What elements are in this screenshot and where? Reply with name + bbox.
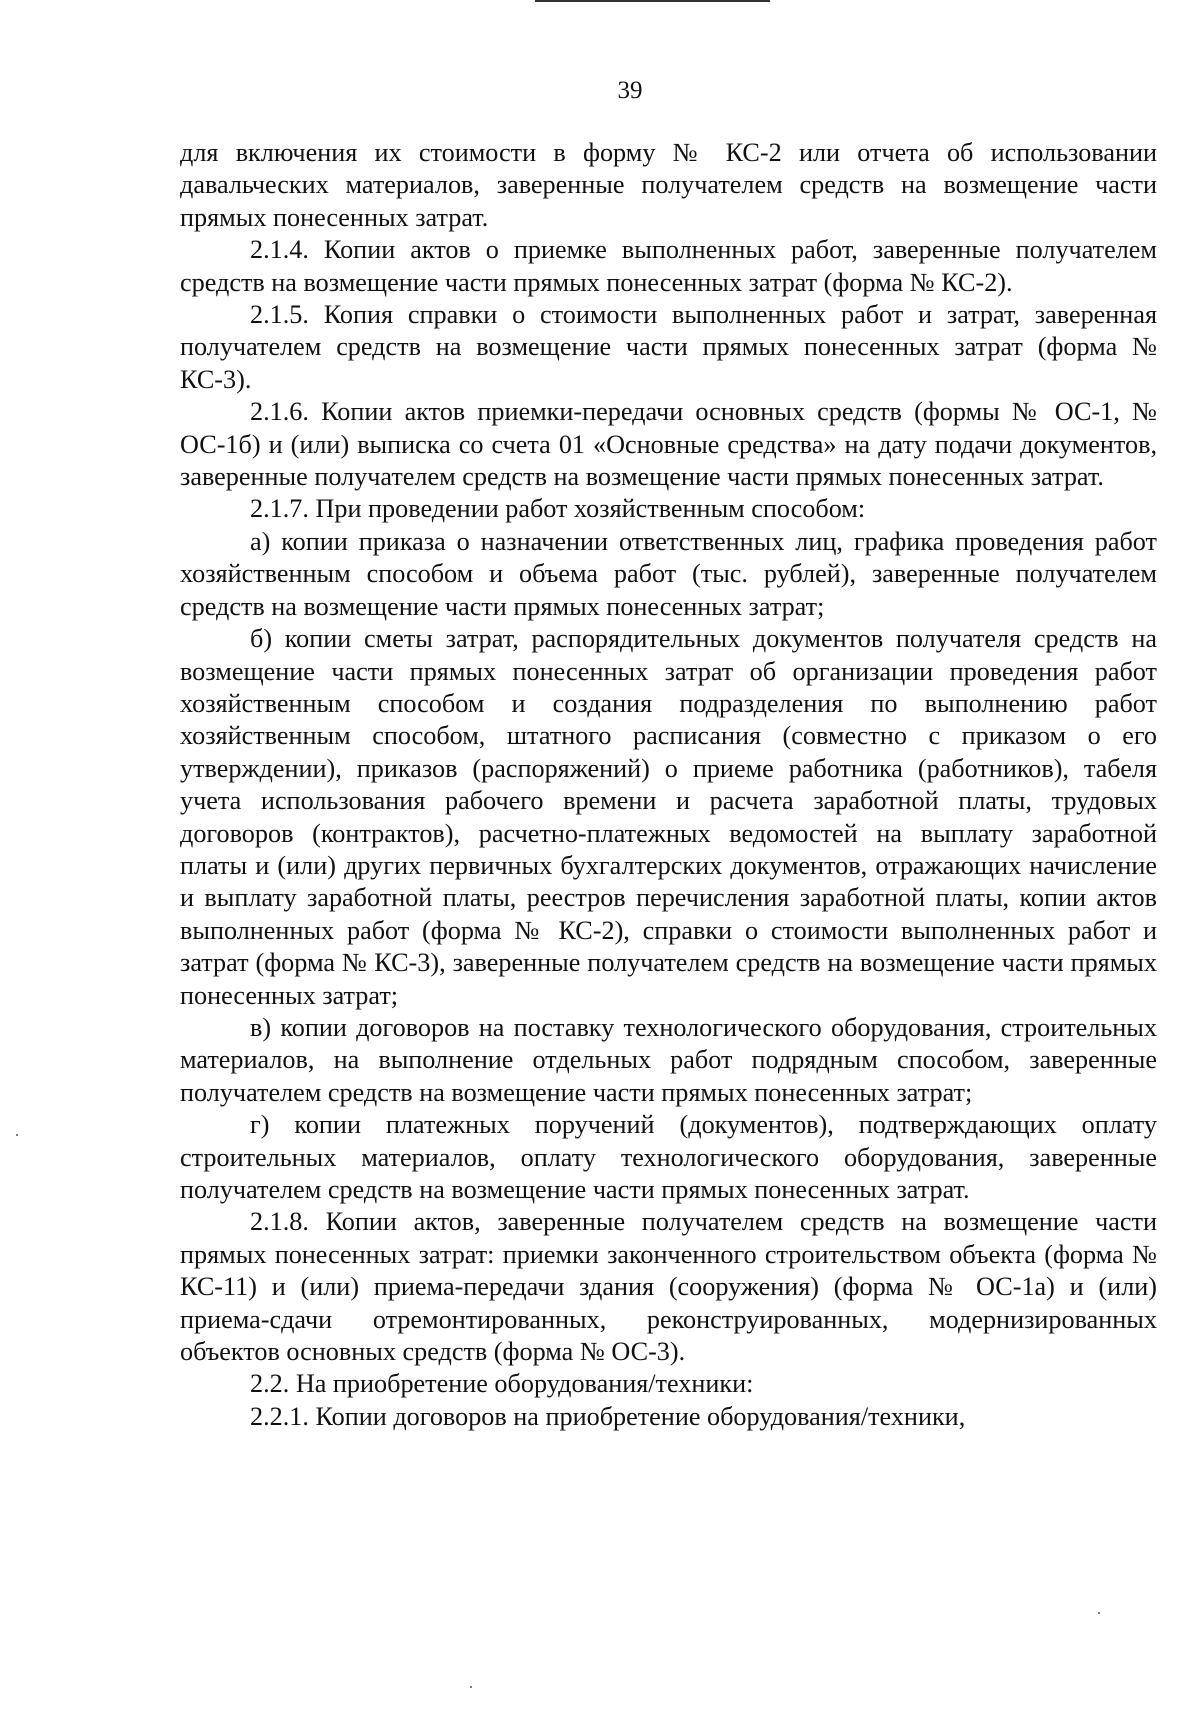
- page-number: 39: [617, 77, 643, 104]
- paragraph-2-1-7-g: г) копии платежных поручений (документов), подтверждающих оплату строительных материалов, оплату технологического оборудования, заверенные получателем средств на возмещение части прямых понесенных затрат.: [180, 1110, 1157, 1204]
- paragraph-2-1-6: 2.1.6. Копии актов приемки-передачи основных средств (формы № ОС-1, № ОС-1б) и (или) выписка со счета 01 «Основные средства» на дату подачи документов, заверенные получателем средств на возмещение части прямых понесенных затрат.: [180, 397, 1157, 492]
- paragraph-2-1-7-a: а) копии приказа о назначении ответственных лиц, графика проведения работ хозяйственным способом и объема работ (тыс. рублей), заверенные получателем средств на возмещение части прямых понесенных затрат;: [180, 526, 1157, 621]
- paragraph-2-2-1: 2.2.1. Копии договоров на приобретение оборудования/техники,: [250, 1401, 966, 1431]
- paragraph-2-1-7: 2.1.7. При проведении работ хозяйственным способом:: [250, 494, 866, 524]
- top-scan-rule: [535, 0, 770, 2]
- paragraph-2-2: 2.2. На приобретение оборудования/техники:: [250, 1369, 754, 1399]
- paragraph-2-1-4: 2.1.4. Копии актов о приемке выполненных работ, заверенные получателем средств на возмещение части прямых понесенных затрат (форма № КС-2).: [180, 235, 1157, 297]
- paragraph-2-1-5: 2.1.5. Копия справки о стоимости выполненных работ и затрат, заверенная получателем средств на возмещение части прямых понесенных затрат (форма № КС-3).: [180, 300, 1157, 394]
- scan-speck: [16, 1134, 18, 1136]
- paragraph-2-1-8: 2.1.8. Копии актов, заверенные получателем средств на возмещение части прямых понесенных затрат: приемки законченного строительством объекта (форма № КС-11) и (или) приема-передачи здания (сооружения) (форма № ОС-1а) и (или) приема-сдачи отремонтированных, реконструированных, модернизированных объектов основных средств (форма № ОС-3).: [180, 1207, 1157, 1367]
- document-body: [180, 137, 1157, 1433]
- paragraph-2-1-7-b: б) копии сметы затрат, распорядительных документов получателя средств на возмещение части прямых понесенных затрат об организации проведения работ хозяйственным способом и создания подразделения по выполнению работ хозяйственным способом, штатного расписания (совместно с приказом о его утверждении), приказов (распоряжений) о приеме работника (работников), табеля учета использования рабочего времени и расчета заработной платы, трудовых договоров (контрактов), расчетно-платежных ведомостей на выплату заработной платы и (или) других первичных бухгалтерских документов, отражающих начисление и выплату заработной платы, реестров перечисления заработной платы, копии актов выполненных работ (форма № КС-2), справки о стоимости выполненных работ и затрат (форма № КС-3), заверенные получателем средств на возмещение части прямых понесенных затрат;: [180, 624, 1157, 1010]
- paragraph-continuation: для включения их стоимости в форму № КС-2 или отчета об использовании давальческих материалов, заверенные получателем средств на возмещение части прямых понесенных затрат.: [180, 138, 1157, 232]
- scan-speck: [470, 1686, 472, 1688]
- scan-speck: [1098, 1612, 1100, 1614]
- paragraph-2-1-7-v: в) копии договоров на поставку технологического оборудования, строительных материалов, на выполнение отдельных работ подрядным способом, заверенные получателем средств на возмещение части прямых понесенных затрат;: [180, 1012, 1157, 1107]
